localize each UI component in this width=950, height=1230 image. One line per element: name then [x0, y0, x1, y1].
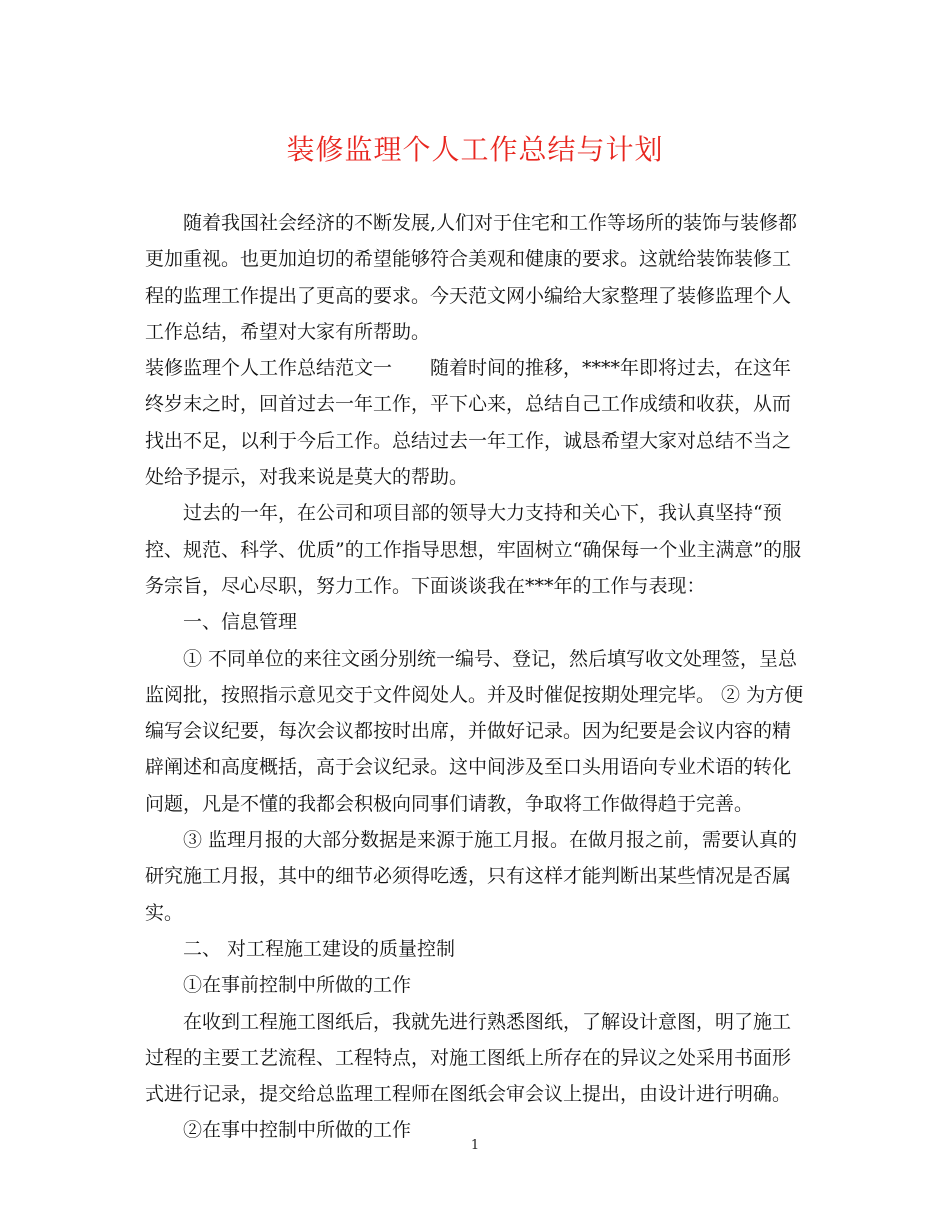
sample-one-paragraph: 装修监理个人工作总结范文一 随着时间的推移，****年即将过去，在这年终岁末之时，回首过去一年工作，平下心来，总结自己工作成绩和收获，从而找出不足，以利于今后工作。总结过去一年工作，诚恳希望大家对总结不当之处给予提示，对我来说是莫大的帮助。 [145, 357, 792, 489]
section-heading-info-management: 一、信息管理 [183, 611, 298, 634]
section-heading-quality-control: 二、 对工程施工建设的质量控制 [183, 937, 456, 960]
past-year-paragraph: 过去的一年，在公司和项目部的领导大力支持和关心下，我认真坚持“预控、规范、科学、优质”的工作指导思想，牢固树立“确保每一个业主满意”的服务宗旨，尽心尽职，努力工作。下面谈谈我在***年的工作与表现： [145, 502, 802, 597]
subheading-pre-control: ①在事前控制中所做的工作 [183, 974, 412, 997]
document-body [145, 205, 805, 1149]
subheading-in-process-control: ②在事中控制中所做的工作 [183, 1119, 412, 1142]
document-title: 装修监理个人工作总结与计划 [286, 133, 664, 166]
pre-control-paragraph: 在收到工程施工图纸后，我就先进行熟悉图纸，了解设计意图，明了施工过程的主要工艺流程、工程特点，对施工图纸上所存在的异议之处采用书面形式进行记录，提交给总监理工程师在图纸会审会议上提出，由设计进行明确。 [145, 1010, 792, 1106]
page-number: 1 [470, 1138, 480, 1153]
intro-paragraph: 随着我国社会经济的不断发展,人们对于住宅和工作等场所的装饰与装修都更加重视。也更加迫切的希望能够符合美观和健康的要求。这就给装饰装修工程的监理工作提出了更高的要求。今天范文网小编给大家整理了装修监理个人工作总结，希望对大家有所帮助。 [145, 212, 798, 343]
info-management-paragraph: ① 不同单位的来往文函分别统一编号、登记，然后填写收文处理签，呈总监阅批，按照指示意见交于文件阅处人。并及时催促按期处理完毕。 ② 为方便编写会议纪要，每次会议都按时出席，并做好记录。因为纪要是会议内容的精辟阐述和高度概括，高于会议纪录。这中间涉及至口头用语向专业术语的转化问题，凡是不懂的我都会积极向同事们请教，争取将工作做得趋于完善。 [145, 647, 804, 815]
monthly-report-paragraph: ③ 监理月报的大部分数据是来源于施工月报。在做月报之前，需要认真的研究施工月报，其中的细节必须得吃透，只有这样才能判断出某些情况是否属实。 [145, 829, 798, 924]
